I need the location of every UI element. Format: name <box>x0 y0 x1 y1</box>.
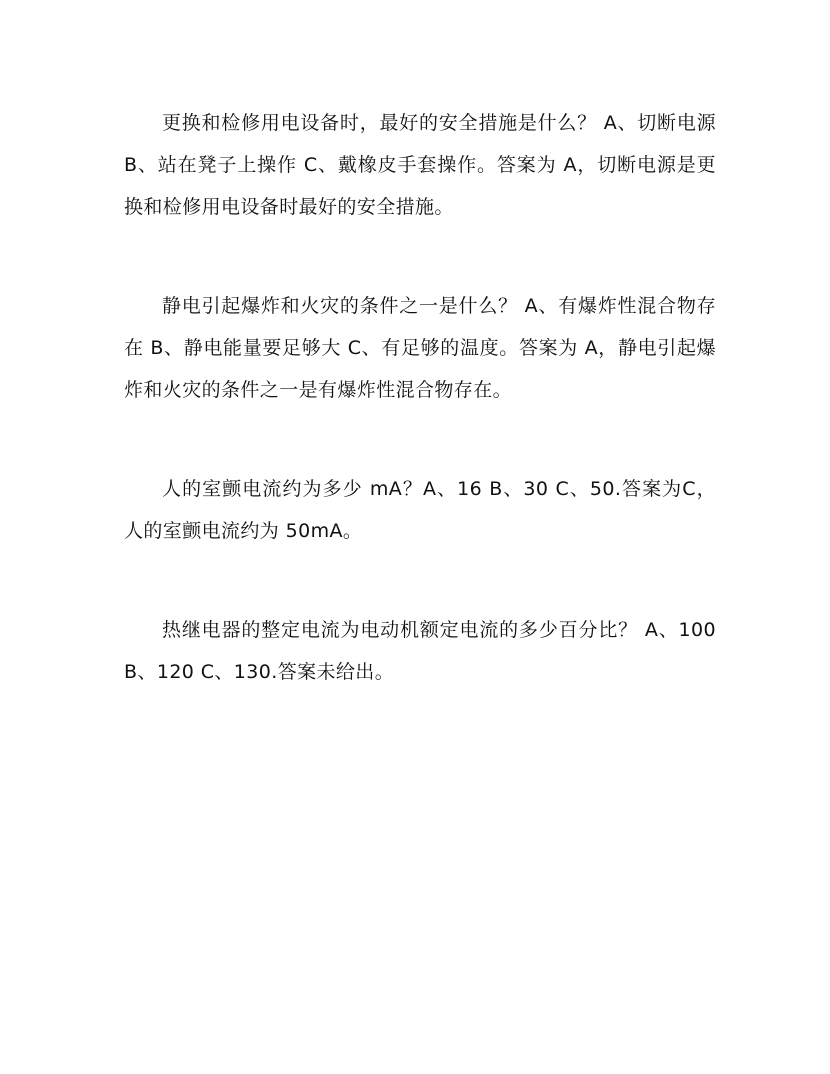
question-paragraph-2: 静电引起爆炸和火灾的条件之一是什么？ A、有爆炸性混合物存在 B、静电能量要足够大 C、有足够的温度。答案为 A，静电引起爆炸和火灾的条件之一是有爆炸性混合物存在。 <box>124 295 716 401</box>
question-paragraph-3: 人的室颤电流约为多少 mA？A、16 B、30 C、50.答案为C，人的室颤电流约为 50mA。 <box>124 478 716 542</box>
document-body <box>124 102 716 750</box>
question-paragraph-1: 更换和检修用电设备时，最好的安全措施是什么？ A、切断电源 B、站在凳子上操作 C、戴橡皮手套操作。答案为 A，切断电源是更换和检修用电设备时最好的安全措施。 <box>124 112 716 218</box>
question-paragraph-4: 热继电器的整定电流为电动机额定电流的多少百分比？ A、100 B、120 C、130.答案未给出。 <box>124 619 716 683</box>
